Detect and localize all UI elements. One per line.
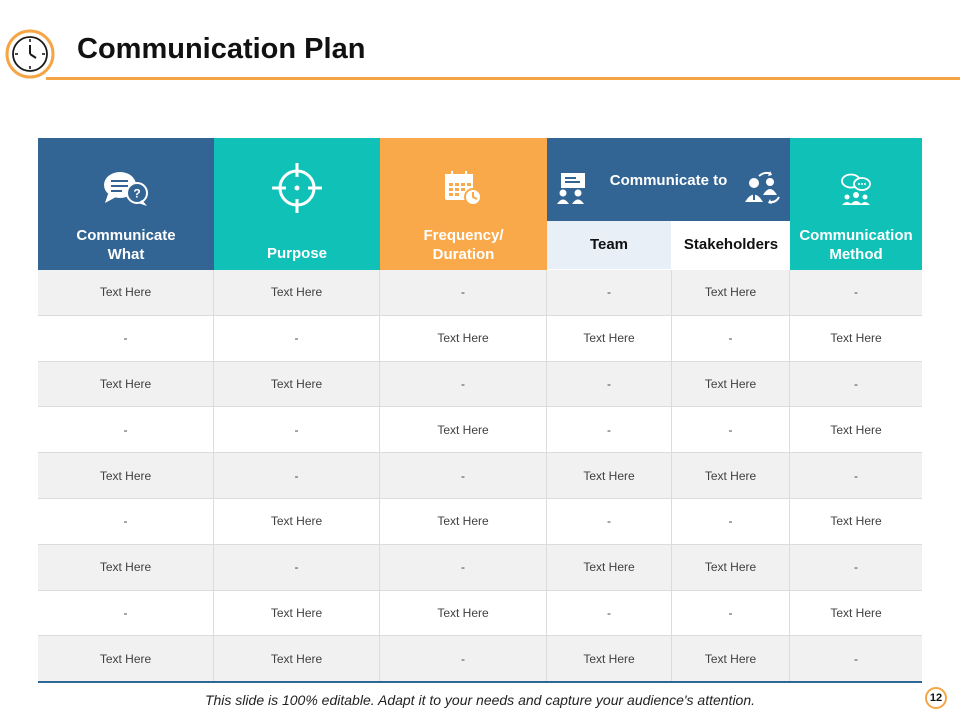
header-purpose-label: Purpose xyxy=(266,245,327,262)
table-cell: Text Here xyxy=(547,636,672,681)
table-cell: - xyxy=(214,316,380,361)
header-purpose xyxy=(214,138,380,270)
table-cell: Text Here xyxy=(380,499,547,544)
table-cell: - xyxy=(380,453,547,498)
table-cell: Text Here xyxy=(380,591,547,636)
calendar-clock-icon xyxy=(443,169,483,207)
table-cell: Text Here xyxy=(547,545,672,590)
table-cell: - xyxy=(380,636,547,681)
table-cell: Text Here xyxy=(214,636,380,681)
subheader-team: Team xyxy=(547,221,672,269)
table-cell: - xyxy=(380,362,547,407)
table-cell: Text Here xyxy=(38,545,214,590)
table-row xyxy=(38,591,922,637)
table-cell: - xyxy=(854,285,858,300)
table-row xyxy=(38,636,922,682)
table-cell: Text Here xyxy=(380,316,547,361)
group-chat-icon xyxy=(840,173,872,207)
table-cell: - xyxy=(380,545,547,590)
footer-note: This slide is 100% editable. Adapt it to your needs and capture your audience's attention. xyxy=(204,692,756,708)
table-cell: - xyxy=(214,453,380,498)
table-cell: - xyxy=(672,591,790,636)
table-row xyxy=(38,316,922,362)
table-cell: Text Here xyxy=(38,270,214,315)
header-communicate-what xyxy=(38,138,214,270)
table-row xyxy=(38,407,922,453)
table-cell: - xyxy=(38,591,214,636)
table-cell: - xyxy=(547,591,672,636)
table-cell: - xyxy=(854,560,858,575)
header-communication-method xyxy=(790,138,922,270)
table-cell: - xyxy=(672,407,790,452)
table-cell: Text Here xyxy=(672,453,790,498)
table-cell: Text Here xyxy=(830,605,882,620)
header-frequency-duration xyxy=(380,138,547,270)
table-cell: - xyxy=(854,651,858,666)
table-cell: - xyxy=(672,316,790,361)
table-cell: Text Here xyxy=(547,453,672,498)
clock-icon xyxy=(5,29,55,79)
data-table xyxy=(38,270,922,682)
table-cell: Text Here xyxy=(214,591,380,636)
page-title: Communication Plan xyxy=(77,33,366,65)
table-cell: Text Here xyxy=(830,331,882,346)
table-cell: Text Here xyxy=(672,545,790,590)
table-row xyxy=(38,499,922,545)
table-cell: - xyxy=(380,270,547,315)
table-cell: Text Here xyxy=(38,636,214,681)
page-number: 12 xyxy=(925,687,947,709)
table-cell: - xyxy=(38,316,214,361)
table-cell: - xyxy=(214,407,380,452)
table-bottom-rule xyxy=(38,681,922,683)
table-cell: Text Here xyxy=(672,362,790,407)
chat-question-icon xyxy=(102,169,150,209)
header-communicate-to-label: Communicate to xyxy=(609,172,728,189)
table-row xyxy=(38,545,922,591)
table-cell: - xyxy=(38,407,214,452)
table-cell: Text Here xyxy=(672,636,790,681)
table-cell: - xyxy=(38,499,214,544)
table-cell: Text Here xyxy=(214,499,380,544)
table-cell: Text Here xyxy=(380,407,547,452)
header-communicate-what-label: Communicate What xyxy=(76,227,176,263)
svg-text:?: ? xyxy=(133,186,141,201)
table-cell: - xyxy=(547,362,672,407)
table-row xyxy=(38,270,922,316)
subheader-stakeholders: Stakeholders xyxy=(672,221,790,269)
table-cell: - xyxy=(547,499,672,544)
table-row xyxy=(38,362,922,408)
table-cell: Text Here xyxy=(214,270,380,315)
table-cell: Text Here xyxy=(38,453,214,498)
title-underline xyxy=(46,77,960,80)
table-cell: Text Here xyxy=(214,362,380,407)
target-icon xyxy=(269,160,325,216)
table-cell: - xyxy=(547,270,672,315)
header-method-label: Communication Method xyxy=(799,227,913,263)
people-exchange-icon xyxy=(743,170,781,204)
table-cell: - xyxy=(854,468,858,483)
table-cell: - xyxy=(672,499,790,544)
header-frequency-label: Frequency/ Duration xyxy=(423,227,504,263)
table-cell: Text Here xyxy=(38,362,214,407)
table-cell: Text Here xyxy=(547,316,672,361)
table-cell: - xyxy=(547,407,672,452)
table-cell: - xyxy=(854,376,858,391)
table-row xyxy=(38,453,922,499)
table-cell: Text Here xyxy=(830,422,882,437)
table-cell: Text Here xyxy=(830,514,882,529)
table-cell: Text Here xyxy=(672,270,790,315)
table-cell: - xyxy=(214,545,380,590)
header-communicate-to xyxy=(547,138,790,221)
